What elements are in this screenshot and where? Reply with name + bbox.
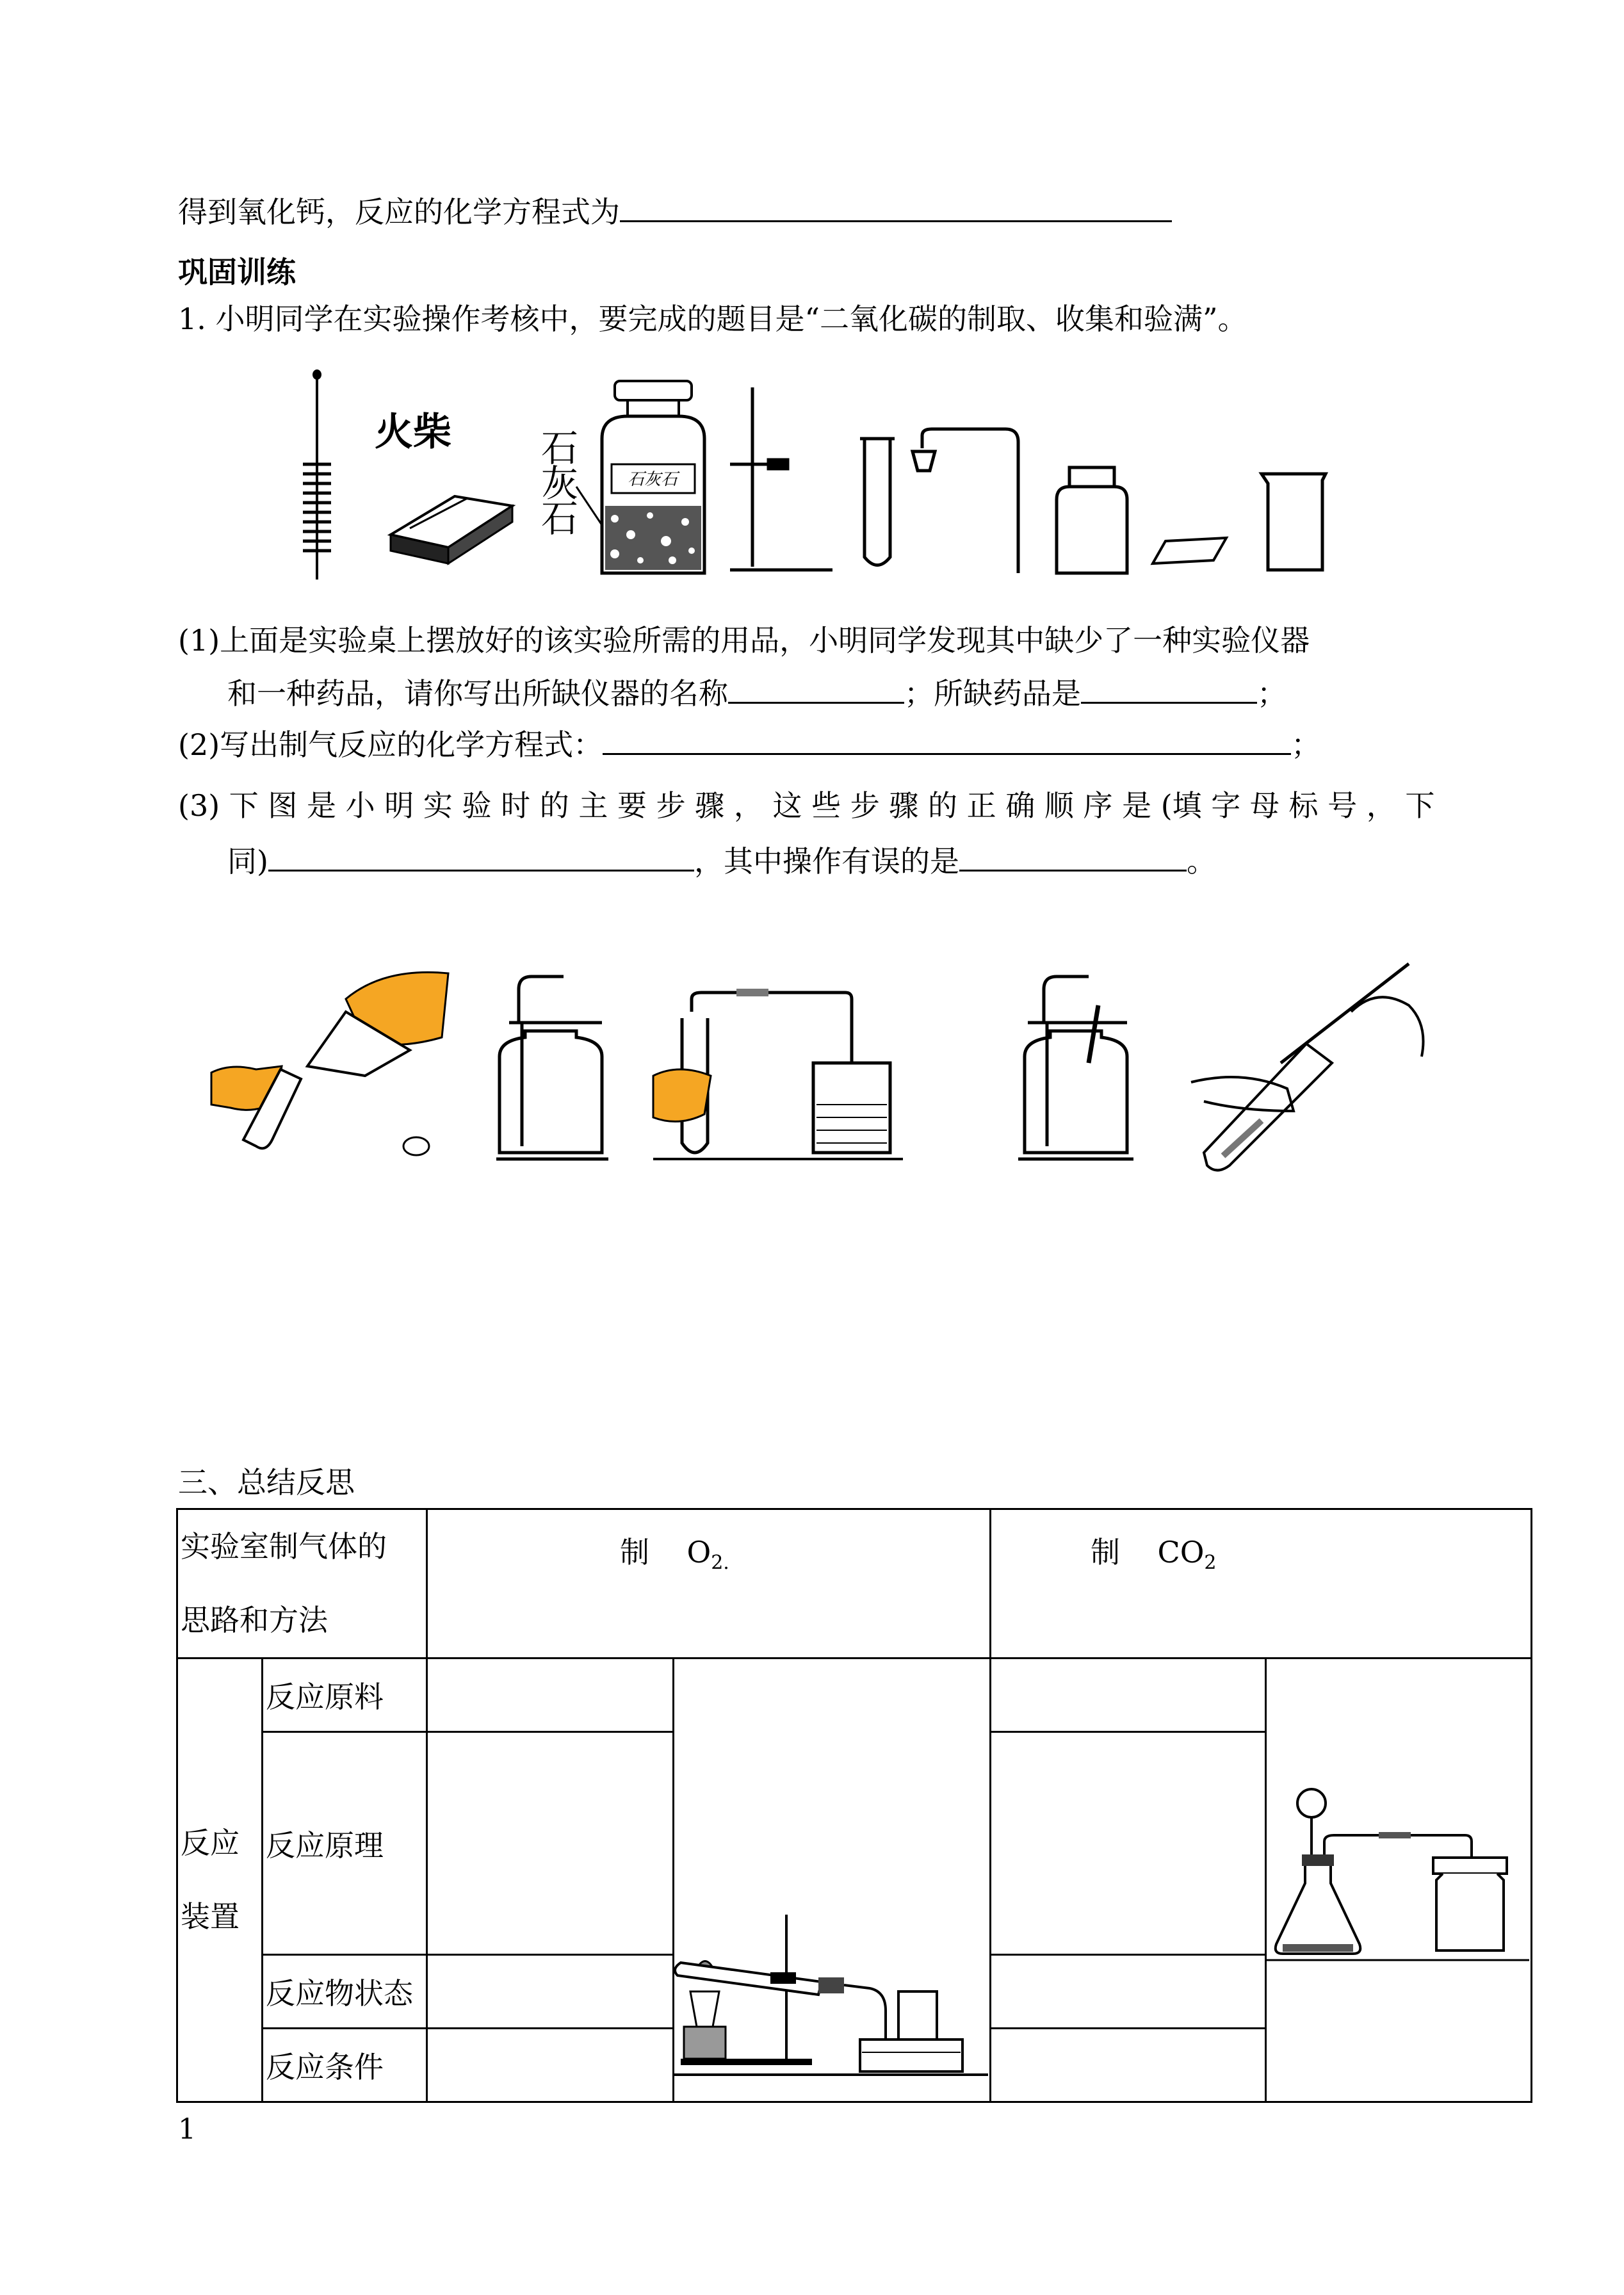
wrong-step-blank[interactable] bbox=[959, 840, 1187, 872]
equation-blank[interactable] bbox=[620, 191, 1172, 222]
row-label-condition: 反应条件 bbox=[263, 2029, 427, 2102]
p2-text-2: ； bbox=[1291, 727, 1321, 762]
o2-formula: O bbox=[686, 1535, 711, 1569]
p1b-text-1: 和一种药品，请你写出所缺仪器的名称 bbox=[227, 676, 728, 711]
missing-instrument-blank[interactable] bbox=[728, 672, 904, 704]
co2-raw-answer[interactable] bbox=[991, 1658, 1266, 1732]
p1b-text-3: ； bbox=[1257, 676, 1287, 711]
reaction-equation-blank[interactable] bbox=[603, 724, 1291, 755]
intro-text: 得到氧化钙，反应的化学方程式为 bbox=[178, 195, 620, 229]
co2-apparatus-cell bbox=[1266, 1658, 1532, 2102]
apparatus-illustration bbox=[282, 368, 1358, 586]
jar-text: 石灰石 bbox=[628, 470, 678, 489]
step-add-acid-icon bbox=[1191, 964, 1424, 1171]
matches-label: 火柴 bbox=[375, 410, 451, 455]
o2-raw-answer[interactable] bbox=[427, 1658, 674, 1732]
cell-thinking-method bbox=[177, 1509, 427, 1658]
co2-condition-answer[interactable] bbox=[991, 2029, 1266, 2102]
step-pouring-icon bbox=[211, 972, 448, 1155]
reagent-jar-icon bbox=[602, 381, 704, 573]
cell-o2-header bbox=[427, 1509, 991, 1658]
row-label-principle: 反应原理 bbox=[263, 1732, 427, 1955]
o2-apparatus-diagram bbox=[674, 1902, 988, 2094]
o2-principle-answer[interactable] bbox=[427, 1732, 674, 1955]
co2-apparatus-diagram bbox=[1267, 1771, 1529, 1983]
test-tube-icon bbox=[860, 439, 895, 565]
p2-text-1: (2)写出制气反应的化学方程式： bbox=[178, 727, 603, 762]
question-1: 1. 小明同学在实验操作考核中，要完成的题目是“二氧化碳的制取、收集和验满”。 bbox=[178, 302, 1247, 336]
o2-apparatus-cell bbox=[674, 1658, 991, 2102]
step-collect-icon bbox=[496, 977, 608, 1159]
summary-table bbox=[176, 1508, 1532, 2103]
row-label-state: 反应物状态 bbox=[263, 1955, 427, 2029]
question-1-part-1a: (1)上面是实验桌上摆放好的该实验所需的用品，小明同学发现其中缺少了一种实验仪器 bbox=[178, 623, 1310, 658]
o2-prefix: 制 bbox=[620, 1535, 649, 1569]
co2-principle-answer[interactable] bbox=[991, 1732, 1266, 1955]
stopper-tube-icon bbox=[913, 429, 1018, 573]
page-number: 1 bbox=[178, 2113, 196, 2146]
step-airtightness-icon bbox=[653, 989, 903, 1159]
steps-illustration bbox=[205, 961, 1454, 1172]
p3b-text-2: ，其中操作有误的是 bbox=[694, 844, 959, 879]
p3b-text-1: 同) bbox=[227, 844, 268, 879]
co2-formula: CO bbox=[1157, 1535, 1205, 1569]
question-1-part-1b bbox=[227, 672, 1287, 713]
brush-icon bbox=[303, 369, 331, 580]
summary-title: 三、总结反思 bbox=[178, 1465, 355, 1500]
co2-subscript: 2 bbox=[1204, 1552, 1217, 1575]
limestone-label-2: 灰 bbox=[541, 462, 579, 505]
step-order-blank[interactable] bbox=[268, 840, 694, 872]
co2-prefix: 制 bbox=[1091, 1535, 1120, 1569]
o2-state-answer[interactable] bbox=[427, 1955, 674, 2029]
thinking-line-2: 思路和方法 bbox=[181, 1603, 328, 1637]
matchbox-icon bbox=[375, 410, 512, 564]
o2-subscript: 2. bbox=[711, 1552, 729, 1575]
limestone-label-1: 石 bbox=[541, 426, 579, 470]
collecting-bottle-icon bbox=[1057, 467, 1127, 573]
iron-stand-icon bbox=[730, 387, 832, 570]
step-test-full-icon bbox=[1018, 977, 1133, 1159]
p3b-text-3: 。 bbox=[1186, 844, 1216, 879]
section-title: 巩固训练 bbox=[178, 255, 296, 289]
beaker-icon bbox=[1262, 474, 1326, 570]
limestone-label-3: 石 bbox=[541, 497, 579, 540]
question-1-part-3a: (3) 下 图 是 小 明 实 验 时 的 主 要 步 骤 ， 这 些 步 骤 的 正 确 顺 序 是 (填 字 母 标 号 ， 下 bbox=[178, 788, 1435, 823]
cell-co2-header bbox=[991, 1509, 1532, 1658]
missing-reagent-blank[interactable] bbox=[1081, 672, 1257, 704]
o2-condition-answer[interactable] bbox=[427, 2029, 674, 2102]
p1b-text-2: ；所缺药品是 bbox=[904, 676, 1081, 711]
thinking-line-1: 实验室制气体的 bbox=[181, 1529, 387, 1564]
device-line-1: 反应 bbox=[181, 1826, 240, 1860]
intro-line bbox=[178, 191, 1172, 231]
row-label-raw: 反应原料 bbox=[263, 1658, 427, 1732]
question-1-part-2 bbox=[178, 724, 1320, 764]
device-line-2: 装置 bbox=[181, 1899, 240, 1934]
co2-state-answer[interactable] bbox=[991, 1955, 1266, 2029]
glass-slide-icon bbox=[1153, 538, 1226, 564]
cell-device bbox=[177, 1658, 263, 2102]
question-1-part-3b bbox=[227, 840, 1216, 880]
